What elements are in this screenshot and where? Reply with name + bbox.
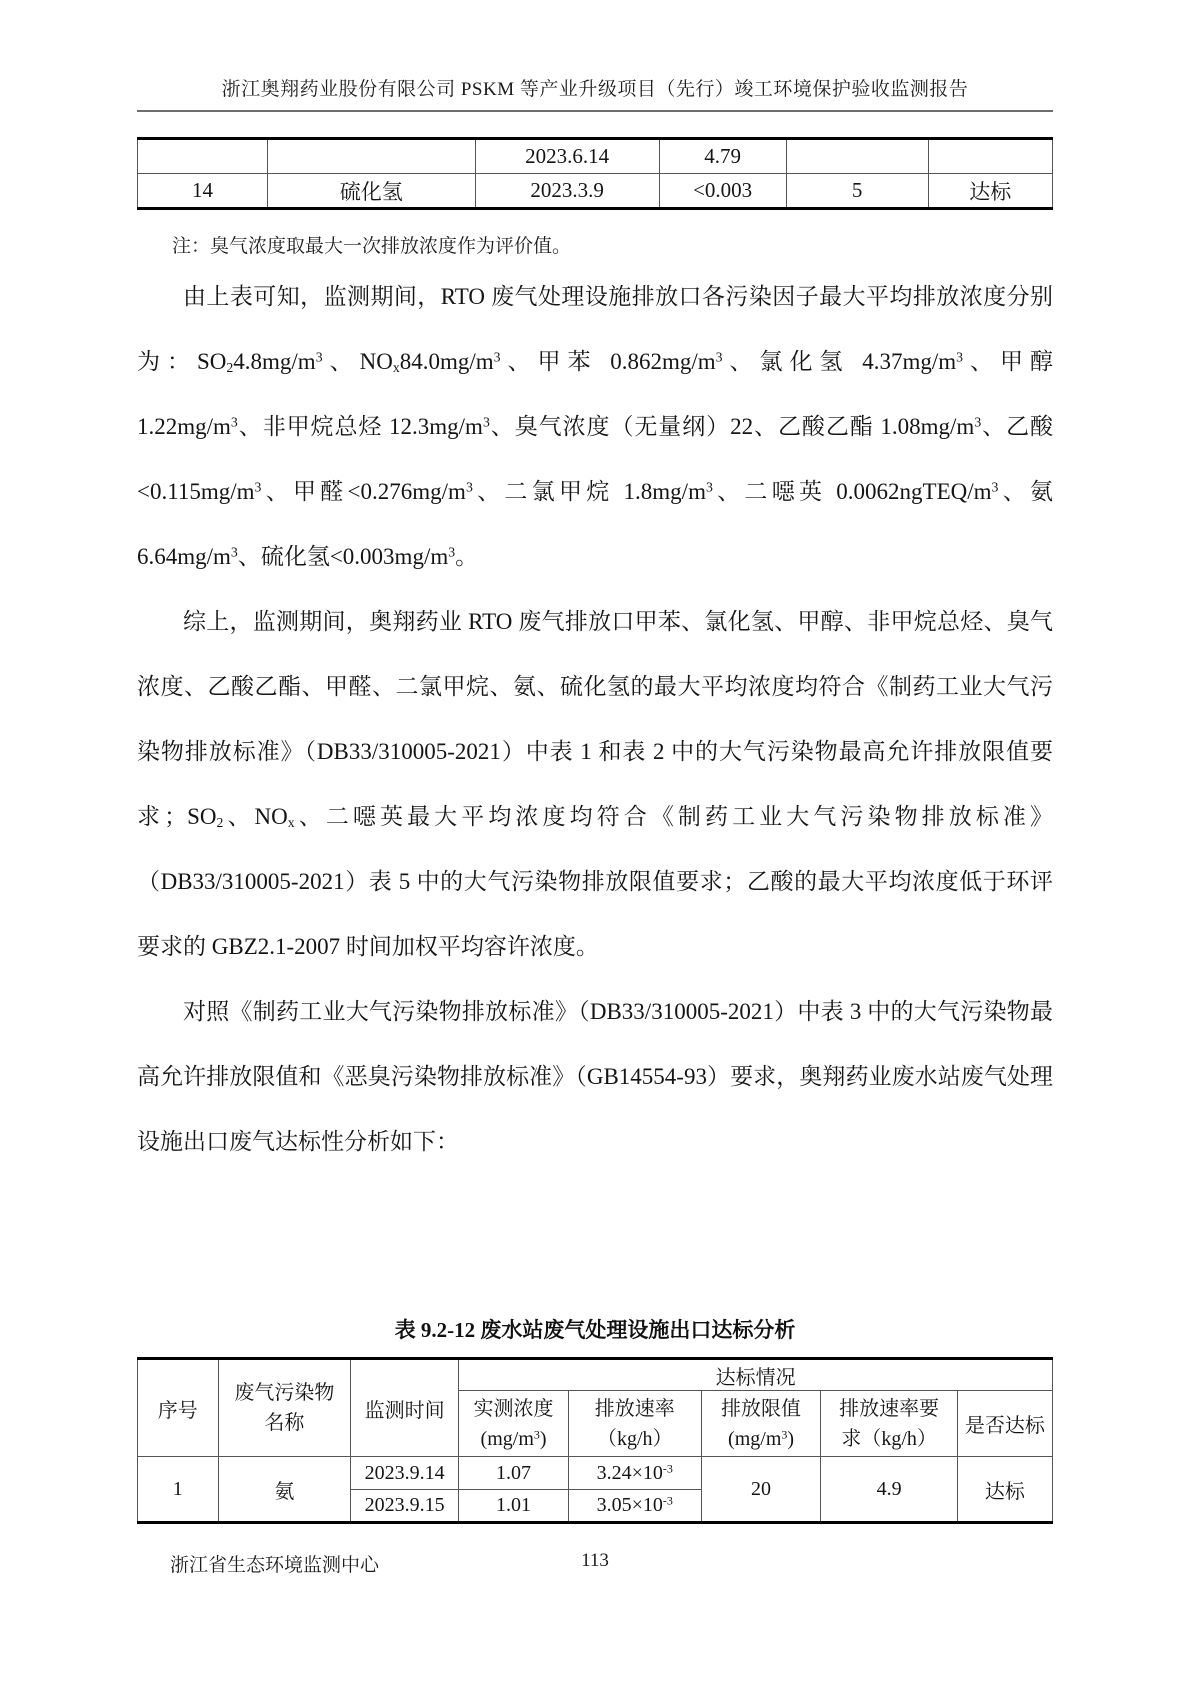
header-cell-compliance-group: 达标情况 — [459, 1359, 1053, 1391]
footer-organization: 浙江省生态环境监测中心 — [170, 1555, 380, 1576]
cell-rate: $3.24\times 10^{-3}$ — [568, 1457, 701, 1490]
table-row — [138, 174, 1053, 209]
table-row — [138, 1457, 1053, 1490]
cell-result: 达标 — [957, 1457, 1052, 1523]
header-row-group — [138, 1359, 1053, 1391]
cell-limit — [786, 139, 928, 174]
table-note: 注：臭气浓度取最大一次排放浓度作为评价值。 — [172, 236, 572, 257]
header-cell-rate-requirement: 排放速率要 求（kg/h） — [821, 1391, 957, 1457]
cell-pollutant: 硫化氢 — [267, 174, 475, 209]
paragraph-wastewater-intro: 对照《制药工业大气污染物排放标准》（DB33/310005-2021）中表 3 中的大气污染物最高允许排放限值和《恶臭污染物排放标准》（GB14554-93）要求，奥翔药业废水站废气处理设施出口废气达标性分析如下： — [137, 999, 1053, 1154]
cell-concentration: 1.01 — [459, 1490, 569, 1523]
cell-limit: 20 — [701, 1457, 821, 1523]
cell-pollutant: 氨 — [218, 1457, 351, 1523]
cell-seq — [138, 139, 268, 174]
header-cell-pollutant: 废气污染物 名称 — [218, 1359, 351, 1457]
emission-compliance-table — [137, 1357, 1053, 1524]
paragraph-monitoring-results: 由上表可知，监测期间，RTO 废气处理设施排放口各污染因子最大平均排放浓度分别为：$SO_24.8mg/m^3$、$NO_x84.0mg/m^3$、甲苯 $0.862mg/m^3$、氯化氢 $4.37mg/m^3$、甲醇 $1.22mg/m^3$、非甲烷总烃 $12.3mg/m^3$、臭气浓度（无量纲）22、乙酸乙酯 $1.08mg/m^3$、乙酸$<0.115mg/m^3$、甲醛$<0.276mg/m^3$、二氯甲烷 $1.8mg/m^3$、二噁英 $0.0062ngTEQ/m^3$、氨 $6.64mg/m^3$、硫化氢$<0.003mg/m^3$。 — [137, 284, 1054, 569]
header-cell-measured-conc: 实测浓度 $(mg/m^3)$ — [459, 1391, 569, 1457]
page-footer — [137, 1550, 1053, 1576]
paragraph-compliance-summary: 综上，监测期间，奥翔药业 RTO 废气排放口甲苯、氯化氢、甲醇、非甲烷总烃、臭气浓度、乙酸乙酯、甲醛、二氯甲烷、氨、硫化氢的最大平均浓度均符合《制药工业大气污染物排放标准》（DB33/310005-2021）中表 1 和表 2 中的大气污染物最高允许排放限值要求；$SO_2$、$NO_x$、二噁英最大平均浓度均符合《制药工业大气污染物排放标准》（DB33/310005-2021）表 5 中的大气污染物排放限值要求；乙酸的最大平均浓度低于环评要求的 GBZ2.1-2007 时间加权平均容许浓度。 — [137, 609, 1053, 959]
table-row — [138, 139, 1053, 174]
header-cell-emission-limit: 排放限值 $(mg/m^3)$ — [701, 1391, 821, 1457]
cell-date: 2023.6.14 — [475, 139, 659, 174]
header-cell-compliance: 是否达标 — [957, 1391, 1052, 1457]
pollutant-table-continuation — [137, 137, 1053, 210]
header-cell-seq: 序号 — [138, 1359, 219, 1457]
page-header-title: 浙江奥翔药业股份有限公司 PSKM 等产业升级项目（先行）竣工环境保护验收监测报告 — [221, 79, 969, 100]
cell-seq: 14 — [138, 174, 268, 209]
cell-result — [928, 139, 1052, 174]
cell-concentration: 4.79 — [659, 139, 786, 174]
cell-limit: 5 — [786, 174, 928, 209]
cell-result: 达标 — [928, 174, 1052, 209]
header-divider — [137, 110, 1053, 112]
cell-seq: 1 — [138, 1457, 219, 1523]
header-cell-emission-rate: 排放速率 （kg/h） — [568, 1391, 701, 1457]
table-title: 表 9.2-12 废水站废气处理设施出口达标分析 — [394, 1318, 796, 1342]
cell-rate: $3.05\times 10^{-3}$ — [568, 1490, 701, 1523]
footer-page-number: 113 — [581, 1550, 609, 1571]
cell-date: 2023.9.15 — [351, 1490, 459, 1523]
bottom-table-container — [137, 1357, 1053, 1524]
cell-concentration: <0.003 — [659, 174, 786, 209]
cell-date: 2023.3.9 — [475, 174, 659, 209]
cell-concentration: 1.07 — [459, 1457, 569, 1490]
cell-rate-requirement: 4.9 — [821, 1457, 957, 1523]
body-paragraphs — [137, 264, 1053, 1174]
header-cell-time: 监测时间 — [351, 1359, 459, 1457]
cell-pollutant — [267, 139, 475, 174]
cell-date: 2023.9.14 — [351, 1457, 459, 1490]
top-table-container — [137, 137, 1053, 210]
